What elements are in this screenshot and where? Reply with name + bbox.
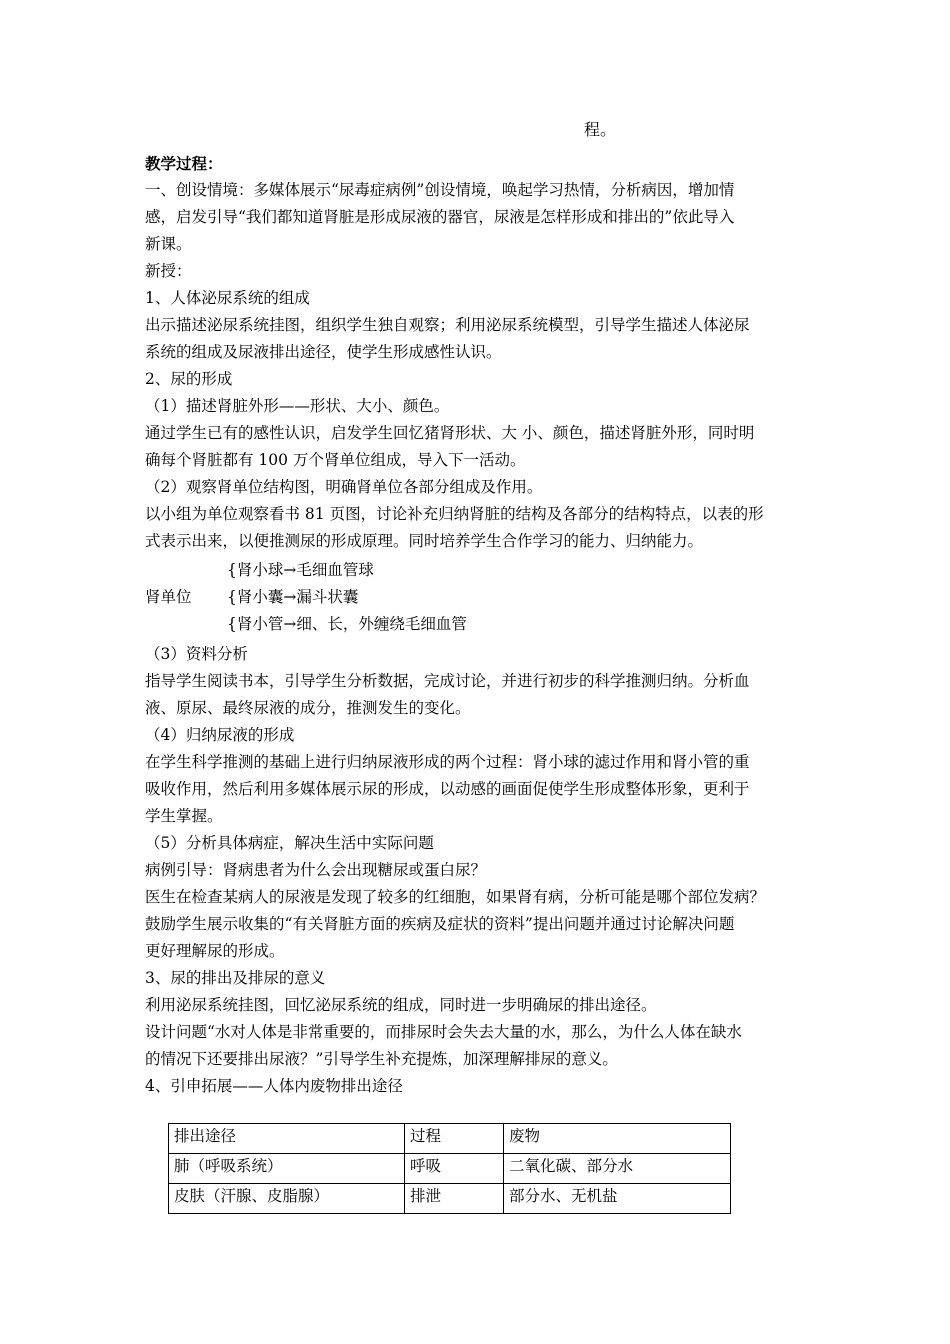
kidney-unit-row-tubule: {肾小管→细、长，外缠绕毛细血管 <box>227 615 467 633</box>
table-row <box>169 1184 731 1214</box>
text-line: 学生掌握。 <box>145 807 223 825</box>
text-line: 医生在检查某病人的尿液是发现了较多的红细胞，如果肾有病，分析可能是哪个部位发病？ <box>145 888 766 906</box>
text-line: 确每个肾脏都有 100 万个肾单位组成，导入下一活动。 <box>145 451 526 469</box>
text-line: 以小组为单位观察看书 81 页图，讨论补充归纳肾脏的结构及各部分的结构特点，以表的形 <box>145 505 764 523</box>
text-line: （2）观察肾单位结构图，明确肾单位各部分组成及作用。 <box>145 478 543 496</box>
table-cell: 皮肤（汗腺、皮脂腺） <box>169 1184 405 1214</box>
text-line: （4）归纳尿液的形成 <box>145 726 295 744</box>
text-line: 4、引申拓展——人体内废物排出途径 <box>145 1077 403 1095</box>
text-line: 的情况下还要排出尿液？”引导学生补充提炼，加深理解排尿的意义。 <box>145 1050 618 1068</box>
text-line: 在学生科学推测的基础上进行归纳尿液形成的两个过程：肾小球的滤过作用和肾小管的重 <box>145 753 750 771</box>
kidney-unit-row-capsule: {肾小囊→漏斗状囊 <box>227 588 359 606</box>
kidney-unit-label: 肾单位 <box>145 588 192 606</box>
text-line: 系统的组成及尿液排出途径，使学生形成感性认识。 <box>145 343 502 361</box>
text-line: 设计问题“水对人体是非常重要的，而排尿时会失去大量的水，那么，为什么人体在缺水 <box>145 1023 742 1041</box>
text-line: 吸收作用，然后利用多媒体展示尿的形成，以动感的画面促使学生形成整体形象，更利于 <box>145 780 750 798</box>
kidney-unit-row-glomerulus: {肾小球→毛细血管球 <box>227 561 374 579</box>
text-line: 更好理解尿的形成。 <box>145 942 285 960</box>
text-line: 1、人体泌尿系统的组成 <box>145 289 310 307</box>
text-line: 新课。 <box>145 235 192 253</box>
text-line: 指导学生阅读书本，引导学生分析数据，完成讨论，并进行初步的科学推测归纳。分析血 <box>145 672 750 690</box>
text-line: 液、原尿、最终尿液的成分，推测发生的变化。 <box>145 699 471 717</box>
text-line: （3）资料分析 <box>145 645 248 663</box>
table-header-cell: 废物 <box>504 1124 731 1154</box>
text-line: 2、尿的形成 <box>145 370 233 388</box>
section-heading: 教学过程： <box>145 154 223 173</box>
table-cell: 排泄 <box>405 1184 504 1214</box>
table-header-cell: 过程 <box>405 1124 504 1154</box>
text-line: 利用泌尿系统挂图，回忆泌尿系统的组成，同时进一步明确尿的排出途径。 <box>145 996 657 1014</box>
table-cell: 呼吸 <box>405 1154 504 1184</box>
text-line: 一、创设情境：多媒体展示“尿毒症病例”创设情境，唤起学习热情，分析病因，增加情 <box>145 181 735 199</box>
table-row <box>169 1154 731 1184</box>
text-line: 病例引导：肾病患者为什么会出现糖尿或蛋白尿？ <box>145 861 487 879</box>
table-cell: 肺（呼吸系统） <box>169 1154 405 1184</box>
text-line: （1）描述肾脏外形——形状、大小、颜色。 <box>145 397 450 415</box>
table-cell: 部分水、无机盐 <box>504 1184 731 1214</box>
text-line: 3、尿的排出及排尿的意义 <box>145 969 326 987</box>
document-body <box>145 150 810 1100</box>
paragraph-block-1 <box>145 177 810 555</box>
table-header-cell: 排出途径 <box>169 1124 405 1154</box>
text-line: 出示描述泌尿系统挂图，组织学生独自观察；利用泌尿系统模型，引导学生描述人体泌尿 <box>145 316 750 334</box>
paragraph-block-2 <box>145 641 810 1100</box>
text-line: 鼓励学生展示收集的“有关肾脏方面的疾病及症状的资料”提出问题并通过讨论解决问题 <box>145 915 735 933</box>
table-header-row <box>169 1124 731 1154</box>
text-line: 新授： <box>145 262 192 280</box>
waste-excretion-table <box>168 1123 731 1214</box>
text-line: 式表示出来，以便推测尿的形成原理。同时培养学生合作学习的能力、归纳能力。 <box>145 532 704 550</box>
page-fragment-text: 程。 <box>584 120 617 139</box>
text-line: （5）分析具体病症，解决生活中实际问题 <box>145 834 434 852</box>
table-cell: 二氧化碳、部分水 <box>504 1154 731 1184</box>
text-line: 感，启发引导“我们都知道肾脏是形成尿液的器官，尿液是怎样形成和排出的”依此导入 <box>145 208 735 226</box>
text-line: 通过学生已有的感性认识，启发学生回忆猪肾形状、大 小、颜色，描述肾脏外形，同时明 <box>145 424 755 442</box>
kidney-unit-diagram <box>145 555 810 641</box>
